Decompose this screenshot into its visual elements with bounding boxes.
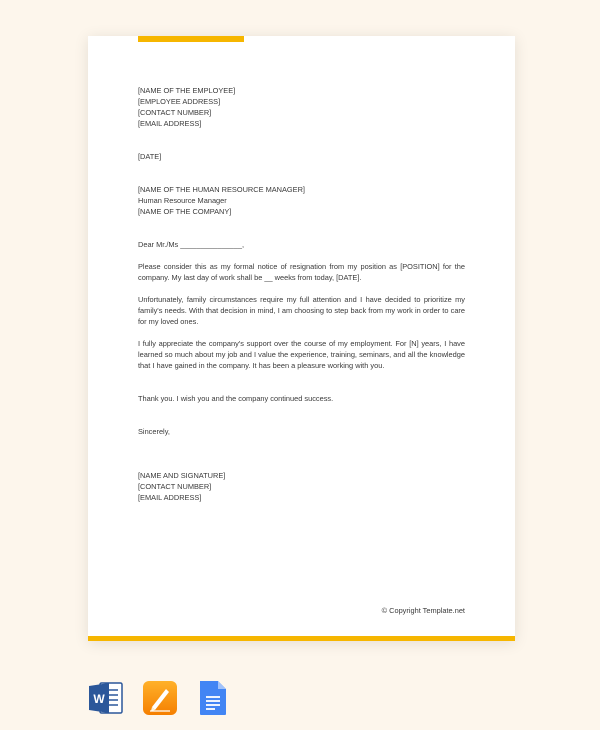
sender-name: [NAME OF THE EMPLOYEE] bbox=[138, 86, 236, 95]
word-icon[interactable] bbox=[88, 680, 124, 716]
paragraph-notice: Please consider this as my formal notice of resignation from my position as [POSITION] for the company. My last day of work shall be __ weeks from today, [DATE]. bbox=[138, 262, 465, 282]
sender-address: [EMPLOYEE ADDRESS] bbox=[138, 97, 221, 106]
closing-line: Thank you. I wish you and the company continued success. bbox=[138, 394, 334, 403]
recipient-block bbox=[138, 184, 465, 217]
recipient-company: [NAME OF THE COMPANY] bbox=[138, 207, 232, 216]
copyright-text: © Copyright Template.net bbox=[381, 606, 465, 615]
sender-email: [EMAIL ADDRESS] bbox=[138, 119, 202, 128]
google-docs-icon[interactable] bbox=[198, 680, 228, 716]
signature-contact: [CONTACT NUMBER] bbox=[138, 482, 212, 491]
document-page bbox=[88, 36, 515, 641]
letter-date: [DATE] bbox=[138, 152, 162, 161]
signature-name: [NAME AND SIGNATURE] bbox=[138, 471, 226, 480]
salutation: Dear Mr./Ms _______________, bbox=[138, 240, 245, 249]
recipient-name: [NAME OF THE HUMAN RESOURCE MANAGER] bbox=[138, 185, 305, 194]
signature-email: [EMAIL ADDRESS] bbox=[138, 493, 202, 502]
recipient-title: Human Resource Manager bbox=[138, 196, 227, 205]
svg-text:W: W bbox=[93, 692, 105, 706]
pages-icon[interactable] bbox=[142, 680, 178, 716]
paragraph-reason: Unfortunately, family circumstances require my full attention and I have decided to prioritize my family's needs. With that decision in mind, I am choosing to step back from my work in order to care for my loved ones. bbox=[138, 295, 465, 326]
sign-off: Sincerely, bbox=[138, 427, 170, 436]
paragraph-appreciation: I fully appreciate the company's support over the course of my employment. For [N] years, I have learned so much about my job and I value the experience, training, seminars, and all the knowledge that I have gained in the company. It has been a pleasure working with you. bbox=[138, 339, 465, 370]
letter-body bbox=[138, 85, 465, 503]
top-accent-bar bbox=[138, 36, 244, 42]
sender-contact: [CONTACT NUMBER] bbox=[138, 108, 212, 117]
bottom-accent-bar bbox=[88, 636, 515, 641]
sender-block bbox=[138, 85, 465, 129]
signature-block bbox=[138, 470, 465, 503]
